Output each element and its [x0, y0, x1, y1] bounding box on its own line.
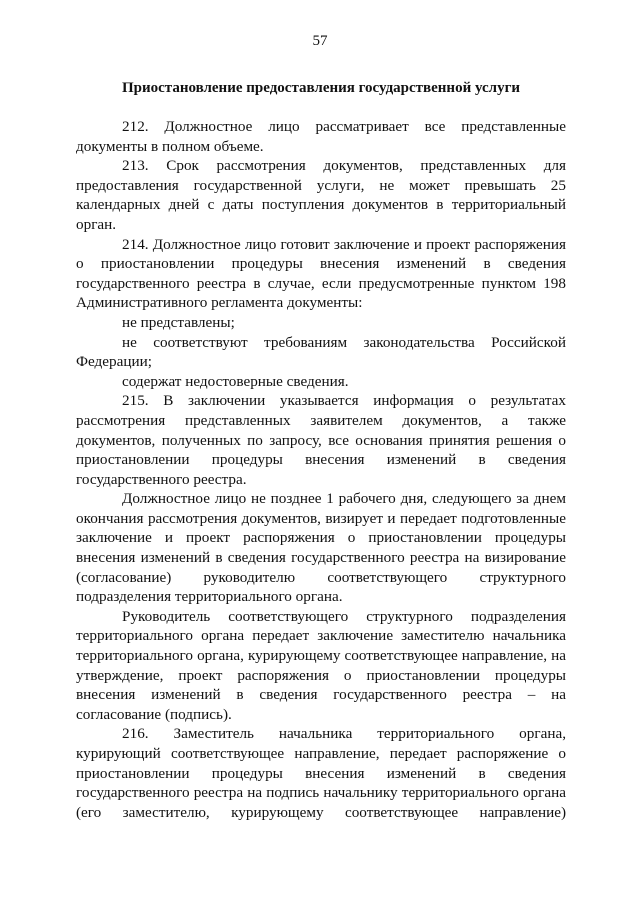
- paragraph-official-deadline: Должностное лицо не позднее 1 рабочего дня, следующего за днем окончания рассмотрения документов, визирует и передает подготовленные заключение и проект распоряжения о приостановлении процедуры внесения изменений в сведения государственного реестра на визирование (согласование) руководителю соответствующего структурного подразделения территориального органа.: [76, 490, 566, 606]
- list-item-false-info: содержат недостоверные сведения.: [122, 372, 349, 390]
- list-item-not-submitted: не представлены;: [122, 313, 235, 331]
- section-heading: Приостановление предоставления государственной услуги: [121, 80, 521, 96]
- body-text: [76, 117, 566, 822]
- page-number: 57: [312, 33, 328, 49]
- list-item-non-compliant: не соответствуют требованиям законодательства Российской Федерации;: [76, 333, 566, 371]
- paragraph-head-of-division: Руководитель соответствующего структурного подразделения территориального органа передает заключение заместителю начальника территориального органа, курирующему соответствующее направление, на утверждение, проект распоряжения о приостановлении процедуры внесения изменений в сведения государственного реестра – на согласование (подпись).: [76, 607, 566, 723]
- paragraph-214: 214. Должностное лицо готовит заключение и проект распоряжения о приостановлении процедуры внесения изменений в сведения государственного реестра в случае, если предусмотренные пунктом 198 Административного регламента документы:: [76, 235, 566, 312]
- paragraph-215: 215. В заключении указывается информация о результатах рассмотрения представленных заявителем документов, а также документов, полученных по запросу, все основания принятия решения о приостановлении процедуры внесения изменений в сведения государственного реестра.: [76, 392, 566, 488]
- paragraph-213: 213. Срок рассмотрения документов, представленных для предоставления государственной услуги, не может превышать 25 календарных дней с даты поступления документов в территориальный орган.: [76, 157, 566, 233]
- paragraph-216: 216. Заместитель начальника территориального органа, курирующий соответствующее направление, передает распоряжение о приостановлении процедуры внесения изменений в сведения государственного реестра на подпись начальнику территориального органа (его заместителю, курирующему соответствующее направление): [76, 725, 566, 821]
- paragraph-212: 212. Должностное лицо рассматривает все представленные документы в полном объеме.: [76, 118, 566, 155]
